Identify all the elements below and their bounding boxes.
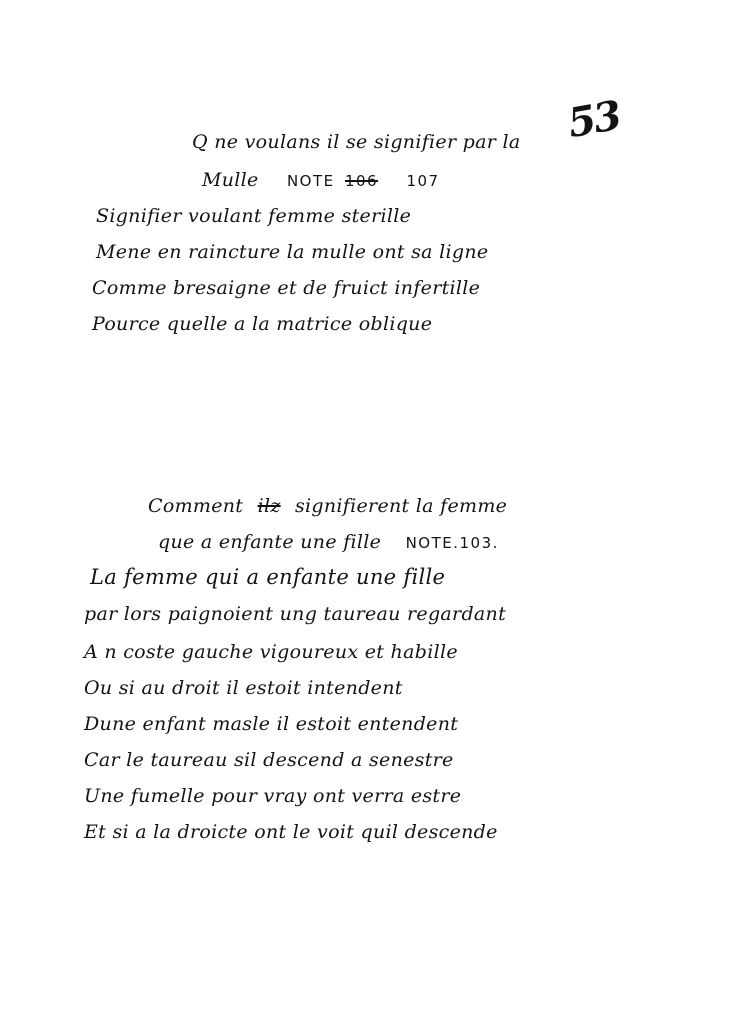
verse-line: La femme qui a enfante une fille — [90, 565, 446, 589]
section2-heading-line1 — [148, 494, 507, 518]
verse-line: A n coste gauche vigoureux et habille — [84, 641, 458, 663]
section1-heading-line1: Q ne voulans il se signifier par la — [192, 131, 521, 153]
note-label: NOTE.103. — [405, 534, 499, 552]
verse-line: Une fumelle pour vray ont verra estre — [84, 785, 462, 807]
heading-text: que a enfante une fille — [158, 531, 382, 553]
verse-line: Dune enfant masle il estoit entendent — [84, 713, 459, 735]
verse-line: Mene en raincture la mulle ont sa ligne — [96, 241, 489, 263]
struck-note-number: 106 — [344, 172, 379, 190]
verse-line: Car le taureau sil descend a senestre — [84, 749, 454, 771]
section2-heading-line2 — [158, 530, 499, 555]
section1-heading-line2 — [202, 168, 440, 193]
note-number: 107 — [406, 172, 440, 190]
folio-number: 53 — [564, 91, 624, 148]
struck-word: ilz — [257, 495, 281, 517]
verse-line: Signifier voulant femme sterille — [96, 205, 412, 227]
verse-line: Pource quelle a la matrice oblique — [92, 313, 433, 335]
heading-word: Comment — [148, 495, 244, 517]
verse-line: Comme bresaigne et de fruict infertille — [92, 277, 481, 299]
heading-text: signifierent la femme — [295, 495, 508, 517]
verse-line: Et si a la droicte ont le voit quil descende — [84, 821, 498, 843]
verse-line: Ou si au droit il estoit intendent — [84, 677, 403, 699]
verse-line: par lors paignoient ung taureau regardant — [84, 603, 507, 625]
heading-word: Mulle — [202, 169, 259, 191]
note-label: NOTE — [286, 172, 335, 190]
